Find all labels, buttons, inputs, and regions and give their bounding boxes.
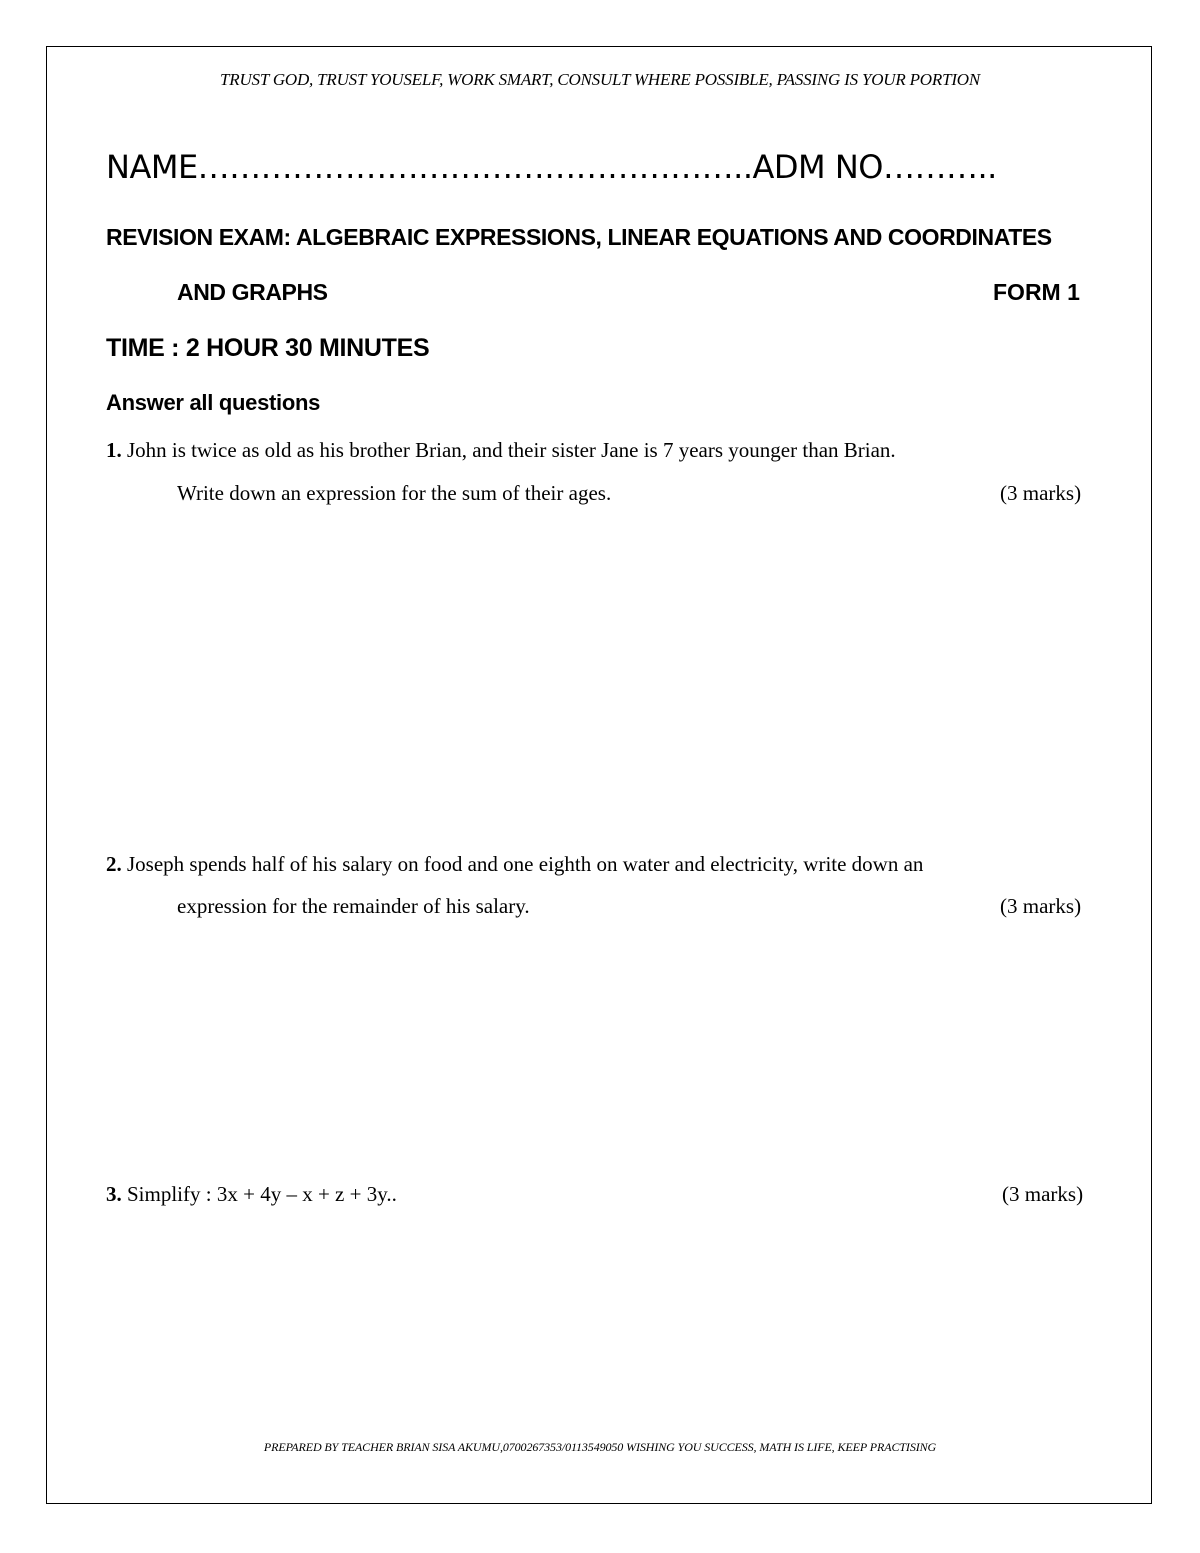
question-1-marks: (3 marks) — [1000, 481, 1082, 505]
question-1-line-2: Write down an expression for the sum of their ages. — [177, 481, 612, 505]
question-text: Simplify : 3x + 4y – x + z + 3y.. — [127, 1182, 397, 1206]
question-text: John is twice as old as his brother Brian, and their sister Jane is 7 years younger than Brian. — [127, 438, 896, 462]
page-border — [46, 46, 1152, 1504]
question-number: 2. — [106, 852, 122, 876]
exam-title-continued: AND GRAPHS — [177, 279, 328, 305]
question-number: 3. — [106, 1182, 122, 1206]
question-2-line-1 — [106, 852, 923, 877]
question-text: Joseph spends half of his salary on food and one eighth on water and electricity, write down an — [127, 852, 924, 876]
question-1-line-1 — [106, 438, 896, 463]
motto-header: TRUST GOD, TRUST YOUSELF, WORK SMART, CONSULT WHERE POSSIBLE, PASSING IS YOUR PORTION — [220, 70, 980, 89]
instructions: Answer all questions — [106, 390, 321, 415]
exam-title: REVISION EXAM: ALGEBRAIC EXPRESSIONS, LINEAR EQUATIONS AND COORDINATES — [106, 224, 1052, 250]
question-3-line-1 — [106, 1182, 397, 1207]
question-3-marks: (3 marks) — [1002, 1182, 1084, 1206]
exam-time: TIME : 2 HOUR 30 MINUTES — [106, 334, 430, 362]
question-number: 1. — [106, 438, 122, 462]
question-2-line-2: expression for the remainder of his salary. — [177, 894, 530, 918]
name-adm-no-line: NAME……………………………………………..ADM NO……….. — [106, 148, 997, 186]
form-level: FORM 1 — [993, 279, 1080, 305]
question-2-marks: (3 marks) — [1000, 894, 1082, 918]
footer-credit: PREPARED BY TEACHER BRIAN SISA AKUMU,0700267353/0113549050 WISHING YOU SUCCESS, MATH IS LIFE, KEEP PRACTISING — [263, 1440, 937, 1454]
